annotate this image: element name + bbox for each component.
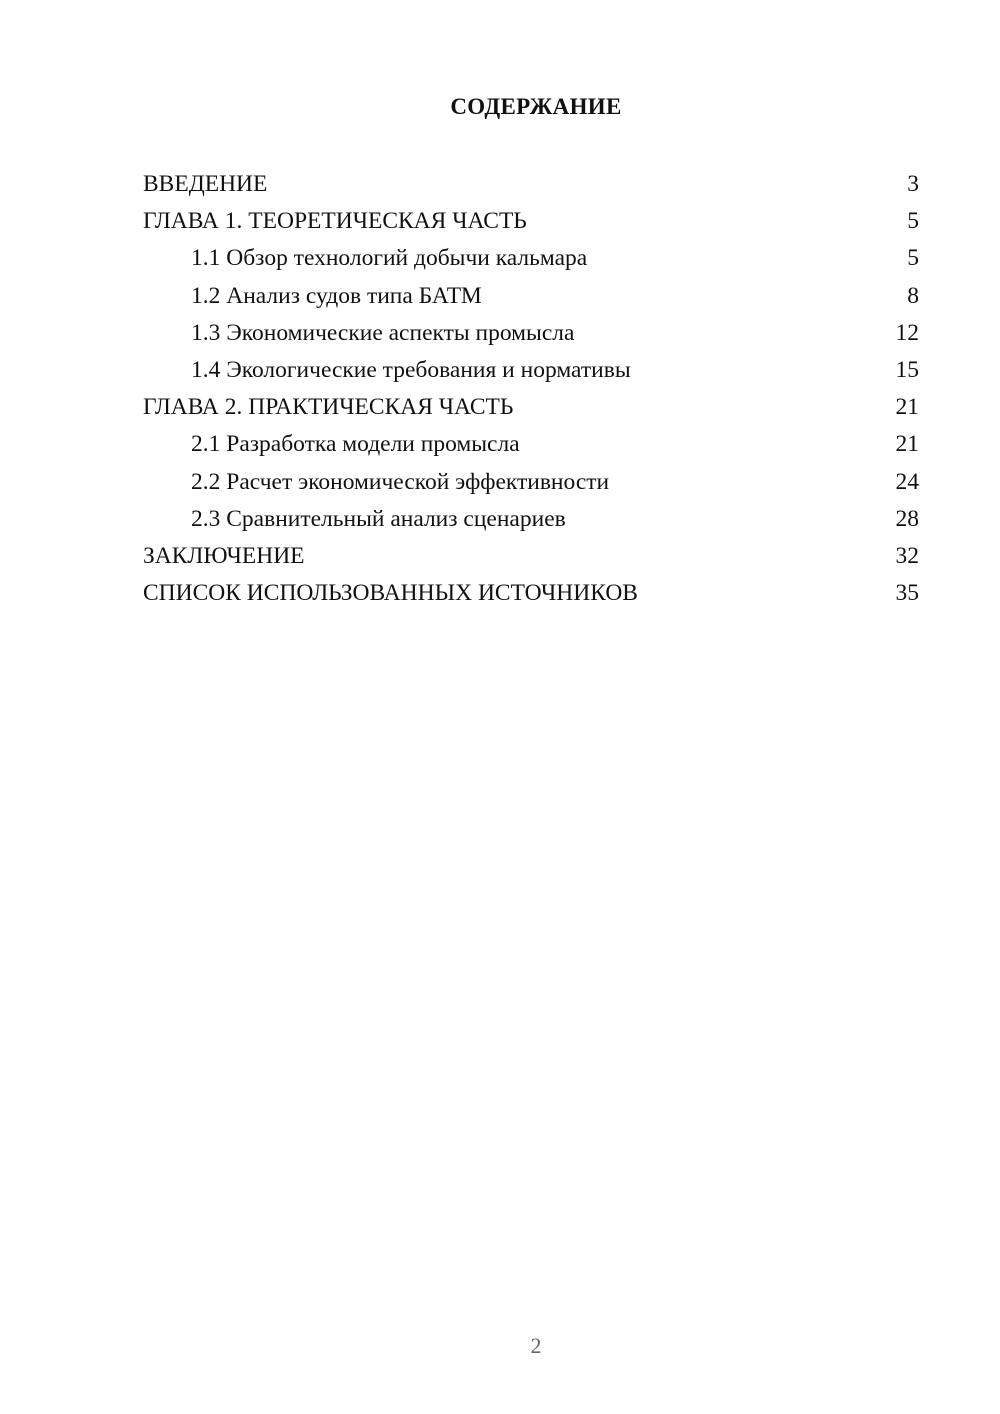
toc-entry-label: 1.4 Экологические требования и нормативы <box>191 356 631 383</box>
toc-entry-label: 1.3 Экономические аспекты промысла <box>191 319 575 346</box>
toc-entry-conclusion[interactable] <box>143 538 919 575</box>
toc-entry-label: 1.1 Обзор технологий добычи кальмара <box>191 245 588 272</box>
toc-entry-section-1-2[interactable] <box>143 278 919 315</box>
page-number: 2 <box>530 1333 542 1358</box>
toc-entry-page: 8 <box>907 282 919 309</box>
toc-entry-label: ЗАКЛЮЧЕНИЕ <box>143 542 305 569</box>
toc-entry-page: 24 <box>895 468 919 495</box>
toc-entry-page: 32 <box>895 542 919 569</box>
toc-entry-page: 12 <box>895 319 919 346</box>
toc-entry-label: 2.1 Разработка модели промысла <box>191 431 520 458</box>
toc-entry-label: ВВЕДЕНИЕ <box>143 171 268 197</box>
page-title: СОДЕРЖАНИЕ <box>450 94 622 119</box>
toc-entry-page: 21 <box>895 394 919 421</box>
toc-entry-page: 5 <box>907 208 919 235</box>
toc-entry-page: 5 <box>907 245 919 272</box>
toc-entry-section-1-1[interactable] <box>143 240 919 277</box>
toc-entry-chapter-1[interactable] <box>143 203 919 240</box>
toc-entry-introduction[interactable] <box>143 166 919 203</box>
toc-entry-label: 1.2 Анализ судов типа БАТМ <box>191 282 482 309</box>
toc-entry-section-1-4[interactable] <box>143 352 919 389</box>
toc-entry-references[interactable] <box>143 575 919 612</box>
toc-entry-page: 21 <box>895 431 919 458</box>
toc-entry-section-1-3[interactable] <box>143 315 919 352</box>
toc-entry-page: 28 <box>895 505 919 532</box>
toc-entry-section-2-1[interactable] <box>143 426 919 463</box>
toc-entry-label: 2.2 Расчет экономической эффективности <box>191 468 610 495</box>
toc-entry-page: 15 <box>895 356 919 383</box>
toc-entry-section-2-3[interactable] <box>143 501 919 538</box>
toc-entry-label: ГЛАВА 1. ТЕОРЕТИЧЕСКАЯ ЧАСТЬ <box>143 208 527 235</box>
toc-entry-chapter-2[interactable] <box>143 389 919 426</box>
toc-entry-section-2-2[interactable] <box>143 464 919 501</box>
toc-entry-page: 3 <box>907 171 919 197</box>
toc-entry-page: 35 <box>895 580 919 607</box>
toc-entry-label: СПИСОК ИСПОЛЬЗОВАННЫХ ИСТОЧНИКОВ <box>143 580 638 607</box>
toc-entry-label: 2.3 Сравнительный анализ сценариев <box>191 505 566 532</box>
toc-entry-label: ГЛАВА 2. ПРАКТИЧЕСКАЯ ЧАСТЬ <box>143 394 514 421</box>
table-of-contents <box>143 166 919 612</box>
